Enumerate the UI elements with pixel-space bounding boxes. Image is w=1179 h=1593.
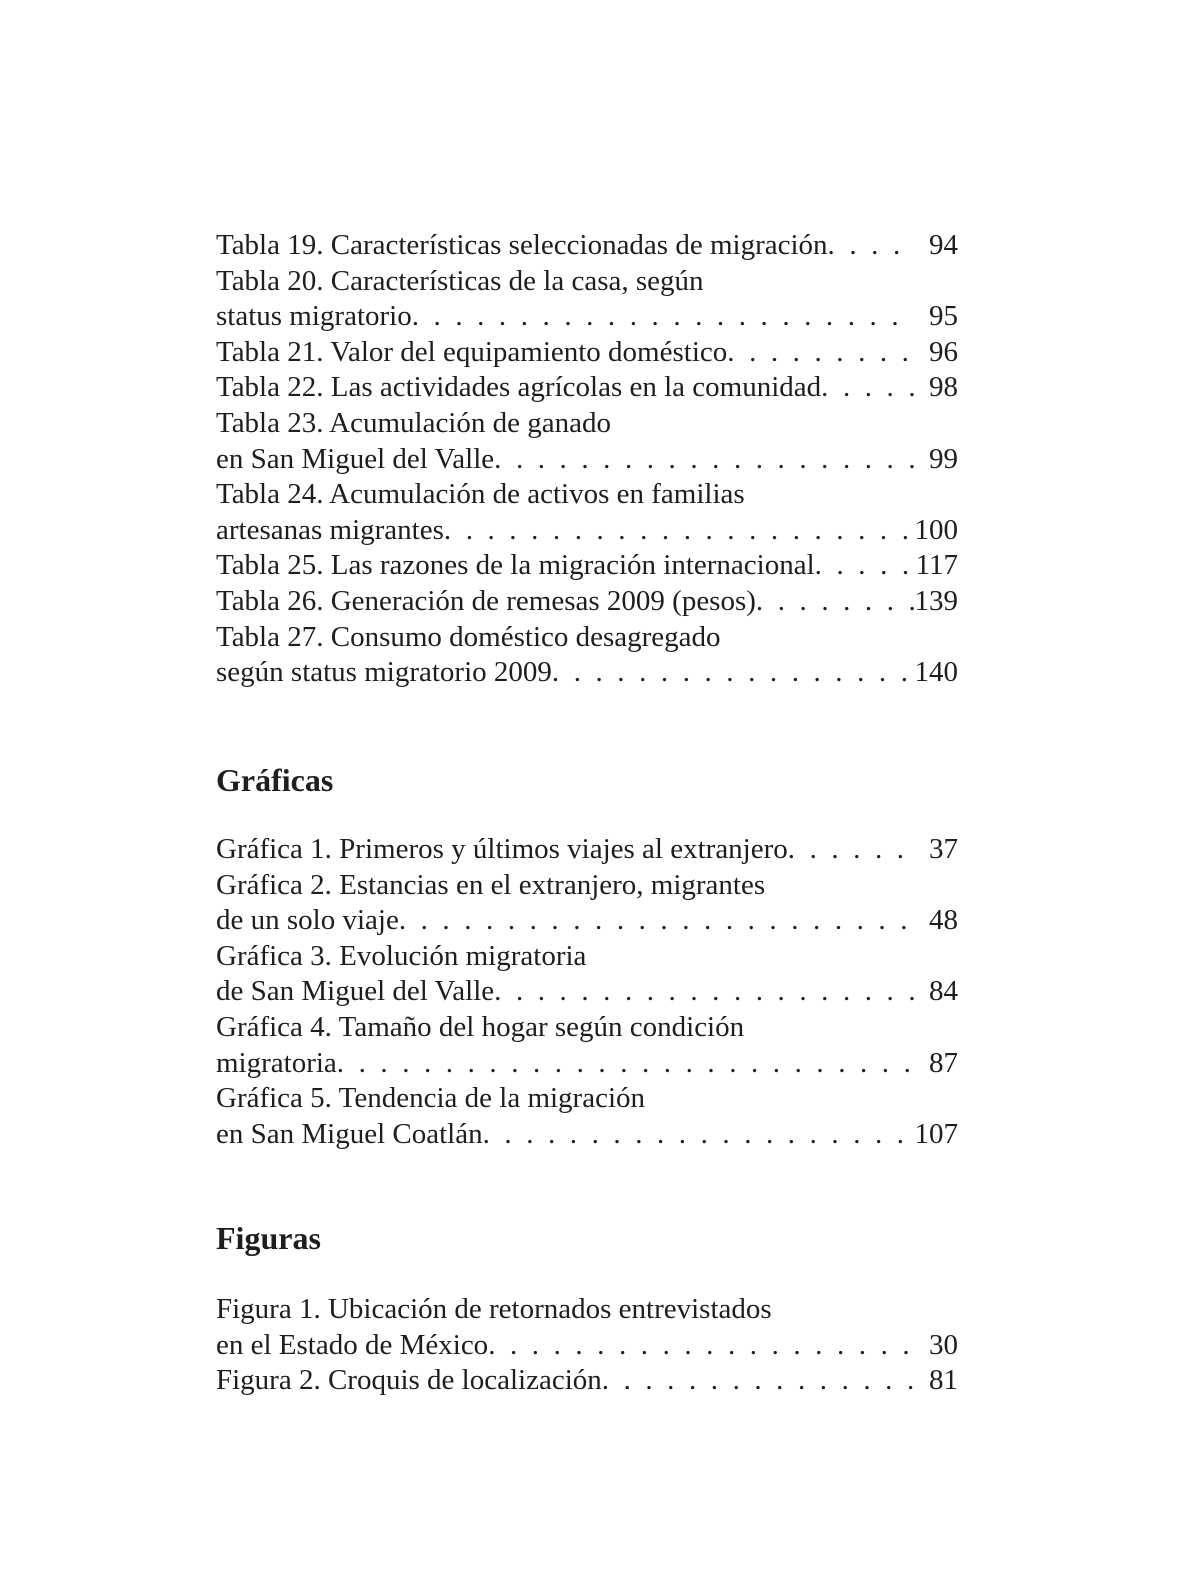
toc-entry-line [216, 584, 958, 620]
toc-page-number: 99 [929, 442, 958, 475]
toc-entry-line [216, 370, 958, 406]
toc-entry[interactable] [216, 832, 958, 868]
dot-leader [494, 974, 914, 1010]
toc-entry-title: Tabla 20. Características de la casa, según [216, 264, 704, 297]
toc-entry-line [216, 1010, 958, 1046]
toc-page-number: 84 [929, 975, 958, 1008]
toc-entry[interactable] [216, 264, 958, 335]
toc-entry[interactable] [216, 1081, 958, 1152]
toc-entry-title: status migratorio [216, 300, 412, 333]
toc-entry-title: de San Miguel del Valle [216, 975, 495, 1008]
toc-page-number: 87 [929, 1046, 958, 1079]
toc-entry[interactable] [216, 477, 958, 548]
toc-entry[interactable] [216, 228, 958, 264]
dot-leader [788, 832, 914, 868]
toc-entry-line [216, 513, 958, 549]
toc-entry-title: Gráfica 4. Tamaño del hogar según condición [216, 1010, 745, 1043]
toc-entry[interactable] [216, 1292, 958, 1363]
toc-entry-title: de un solo viaje [216, 904, 399, 937]
toc-page-number: 98 [929, 371, 958, 404]
toc-entry-line [216, 939, 958, 975]
toc-entry-title: Gráfica 3. Evolución migratoria [216, 939, 587, 972]
toc-entry-title: Tabla 19. Características seleccionadas de migración [216, 229, 828, 261]
toc-entry-line [216, 1117, 958, 1153]
dot-leader [488, 1328, 914, 1364]
figuras-list [216, 1292, 958, 1399]
toc-entry-title: según status migratorio 2009 [216, 656, 552, 689]
toc-entry-title: Tabla 21. Valor del equipamiento doméstico [216, 335, 728, 368]
toc-entry-title: Tabla 27. Consumo doméstico desagregado [216, 620, 721, 653]
toc-entry[interactable] [216, 335, 958, 371]
toc-page-number: 107 [914, 1117, 958, 1150]
toc-page-number: 30 [929, 1328, 958, 1361]
toc-entry-line [216, 1081, 958, 1117]
dot-leader [337, 1046, 914, 1082]
dot-leader [821, 370, 914, 406]
toc-entry-title: en San Miguel del Valle [216, 442, 495, 475]
toc-page-number: 96 [929, 335, 958, 368]
toc-page-number: 94 [929, 229, 958, 261]
toc-entry-title: Figura 1. Ubicación de retornados entrevistados [216, 1293, 772, 1325]
toc-entry-line [216, 406, 958, 442]
toc-entry-line [216, 1363, 958, 1399]
dot-leader [494, 442, 914, 478]
tablas-list [216, 228, 958, 691]
toc-entry-line [216, 1292, 958, 1328]
toc-entry-line [216, 620, 958, 656]
toc-entry-line [216, 868, 958, 904]
toc-entry-title: Tabla 23. Acumulación de ganado [216, 406, 611, 439]
toc-entry-line [216, 299, 958, 335]
toc-entry[interactable] [216, 939, 958, 1010]
toc-entry-title: migratoria [216, 1046, 337, 1079]
toc-entry[interactable] [216, 370, 958, 406]
dot-leader [602, 1363, 914, 1399]
toc-entry-line [216, 974, 958, 1010]
graficas-heading: Gráficas [216, 762, 334, 798]
toc-page-number: 140 [914, 656, 958, 689]
toc-entry-line [216, 335, 958, 371]
toc-page-number: 100 [914, 513, 958, 546]
toc-entry[interactable] [216, 1010, 958, 1081]
toc-entry-title: Gráfica 2. Estancias en el extranjero, migrantes [216, 868, 766, 901]
toc-entry-title: Tabla 24. Acumulación de activos en familias [216, 478, 745, 511]
toc-entry-title: artesanas migrantes [216, 513, 444, 546]
toc-entry-line [216, 477, 958, 513]
dot-leader [399, 903, 914, 939]
toc-page-number: 48 [929, 904, 958, 937]
dot-leader [552, 655, 914, 691]
toc-entry[interactable] [216, 584, 958, 620]
toc-entry-line [216, 548, 958, 584]
dot-leader [412, 299, 914, 335]
toc-page-number: 81 [929, 1364, 958, 1397]
toc-entry[interactable] [216, 1363, 958, 1399]
toc-entry-line [216, 1328, 958, 1364]
dot-leader [444, 513, 914, 549]
dot-leader [815, 548, 914, 584]
toc-entry[interactable] [216, 548, 958, 584]
toc-entry-title: Gráfica 5. Tendencia de la migración [216, 1082, 646, 1115]
dot-leader [483, 1117, 914, 1153]
toc-page-number: 95 [929, 300, 958, 333]
toc-page-number: 139 [914, 584, 958, 617]
toc-entry-title: en San Miguel Coatlán [216, 1117, 483, 1150]
dot-leader [727, 335, 914, 371]
toc-entry-title: Gráfica 1. Primeros y últimos viajes al extranjero [216, 833, 788, 865]
toc-entry-title: Tabla 26. Generación de remesas 2009 (pesos) [216, 584, 756, 617]
toc-entry-line [216, 903, 958, 939]
toc-entry-title: Tabla 22. Las actividades agrícolas en la comunidad [216, 371, 822, 404]
dot-leader [828, 228, 914, 264]
figuras-heading: Figuras [216, 1220, 321, 1256]
toc-entry-line [216, 1046, 958, 1082]
toc-entry[interactable] [216, 868, 958, 939]
toc-entry-line [216, 442, 958, 478]
dot-leader [756, 584, 914, 620]
toc-entry-title: Figura 2. Croquis de localización [216, 1364, 602, 1397]
toc-entry-line [216, 228, 958, 264]
toc-entry-line [216, 832, 958, 868]
toc-entry-line [216, 264, 958, 300]
toc-entry-title: Tabla 25. Las razones de la migración internacional [216, 549, 815, 582]
graficas-list [216, 832, 958, 1152]
toc-entry-line [216, 655, 958, 691]
toc-entry-title: en el Estado de México [216, 1328, 489, 1361]
toc-page-number: 117 [915, 549, 958, 582]
toc-entry[interactable] [216, 620, 958, 691]
toc-page-number: 37 [929, 833, 958, 865]
toc-entry[interactable] [216, 406, 958, 477]
